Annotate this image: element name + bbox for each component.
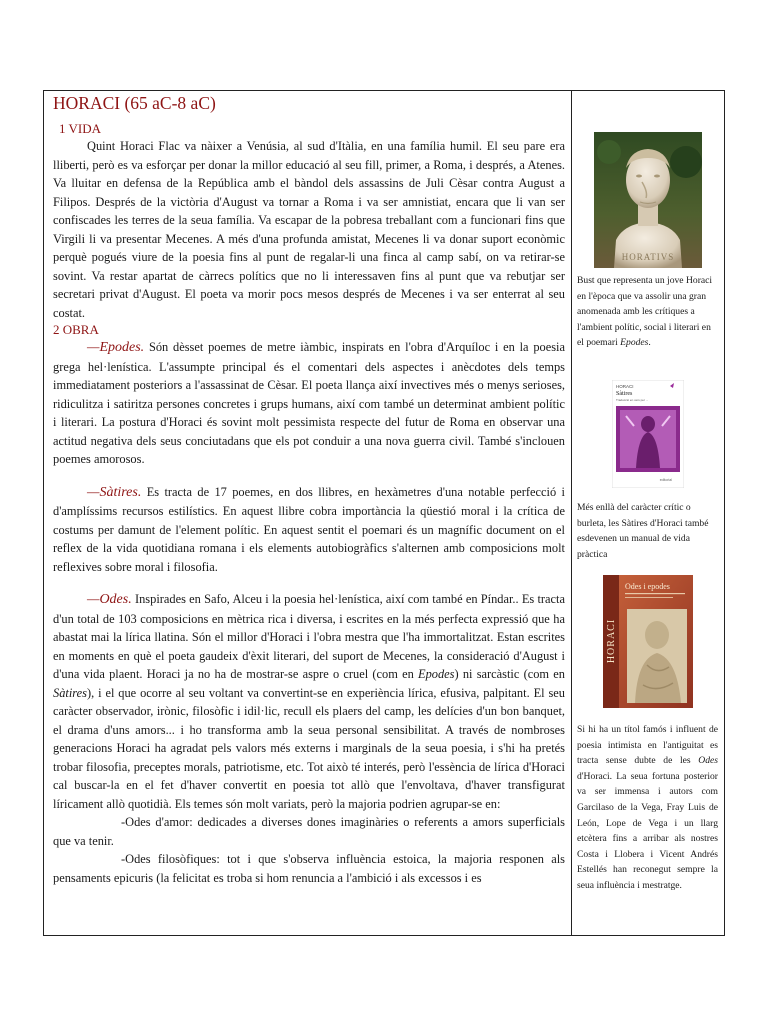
book2-spine: HORACI: [606, 618, 617, 664]
column-divider: [571, 90, 572, 936]
odes-text-b: ) ni sarcàstic (com en: [454, 667, 565, 681]
book-cover-odes: [603, 575, 693, 708]
caption-bust: [577, 273, 718, 351]
odes-text-c: ), i el que ocorre al seu voltant va convertint-se en experiència lírica, efusiva, palpitant. El seu caràcter observador, irònic, filosòfic i idil·lic, recull els plaers del camp, les delícies d'un bon banquet, el drama d'uns amors... i ho transforma amb la seua personal sensibilitat. A través de nombroses generacions Horaci ha agradat pels valors més externs i marginals de la seua poesia, i s'hi ha pretés trobar filosofia, preceptes morals, patriotisme, etc. Tot això té interés, però l'essència de lírica d'Horaci cal buscar-la en el fet d'haver convertit en poesia tot allò que l'envoltava, d'haver transfigurat líricament allò quotidià. Els temes són molt variats, però la majoria podrien agrupar-se en:: [53, 685, 565, 811]
caption-bust-text-a: Bust que representa un jove Horaci en l'època que va assolir una gran anomenada amb les crítiques a l'ambient polític, social i literari en el poemari: [577, 275, 713, 349]
book1-title: Sàtires: [616, 391, 633, 397]
caption-odes: [577, 722, 718, 894]
odes-label: —Odes.: [87, 592, 132, 607]
vida-paragraph: Quint Horaci Flac va nàixer a Venúsia, al sud d'Itàlia, en una família humil. El seu pare era lliberti, però es va esforçar per donar la millor educació al seu fill, primer, a Roma, i després, a Atenes. Va lluitar en defensa de la República amb el bàndol dels assassins de Juli Cèsar contra August a Filipos. Després de la victòria d'August va tornar a Roma i va ser amnistiat, encara que li van ser confiscades les terres de la seua família. Va escapar de la pobresa treballant com a funcionari fins que Virgili li va presentar Mecenes. A més d'una profunda amistat, Mecenes li va donar suport econòmic perquè pogués viure de la poesia fins al punt de regalar-li una finca al camp sabí, on va retirar-se sovint. Va restar apartat de càrrecs polítics que no li interessaven fins al punt que va rebutjar ser secretari privat d'August. El poeta va morir pocs mesos després de Mecenes i va ser enterrat al seu costat.: [53, 139, 565, 320]
bust-image: [594, 132, 702, 268]
caption-bust-em: Epodes: [620, 337, 649, 349]
book-cover-satires: [612, 380, 684, 488]
list-item-odes-amor: -Odes d'amor: dedicades a diverses dones imaginàries o referents a amors superficials que va tenir.: [53, 815, 565, 848]
list-item-odes-filosofiques: -Odes filosòfiques: tot i que s'observa influència estoica, la majoria responen als pensaments epicuris (la felicitat es troba si hom renuncia a l'ambició i als excessos i es: [53, 852, 565, 885]
book1-subtitle: Traducció en vers per ...: [616, 398, 649, 402]
epodes-paragraph: [53, 338, 565, 469]
caption-odes-text-a: Si hi ha un títol famós i influent de poesia intimista en l'antiguitat es tracta sense dubte de les: [577, 724, 718, 767]
book1-author: HORACI: [616, 384, 634, 389]
book2-title: Odes i epodes: [625, 582, 670, 591]
caption-odes-em: Odes: [698, 755, 718, 767]
epodes-label: —Epodes.: [87, 340, 145, 355]
odes-text-a: Inspirades en Safo, Alceu i la poesia hel·lenística, així com també en Píndar.. Es tracta d'un total de 103 composicions en mètrica rica i diversa, i escrites en la més perfecta expressió que ha abastat mai la lírica llatina. Són el millor d'Horaci i l'obra mestra que l'ha immortalitzat. Estan escrites en moments en què el poeta gaudeix d'èxit literari, del suport de Mecenes, la consideració d'August i d'una vida plaent. Horaci ja no ha de mostrar-se aspre o cruel (com en: [53, 592, 565, 681]
section-heading-obra: 2 OBRA: [53, 322, 99, 337]
satires-label: —Sàtires.: [87, 484, 142, 500]
satires-paragraph: [53, 483, 565, 577]
caption-bust-text-b: .: [648, 337, 651, 349]
satires-text: Es tracta de 17 poemes, en dos llibres, en hexàmetres d'una notable perfecció i d'amplíssims recursos estilístics. En aquest llibre cobra importància la qüestió moral i la crítica de costums per damunt de l'element polític. En aquest sentit el poemari és un magnífic document on el reflex de la vida quotidiana romana i els elements autobiogràfics s'alternen amb composicions molt reflexives sobre moral i filosofia.: [53, 484, 565, 574]
book1-publisher: editorial: [659, 478, 672, 482]
odes-em-satires: Sàtires: [53, 685, 87, 700]
bust-inscription: HORATIVS: [621, 252, 675, 262]
page-title: HORACI (65 aC-8 aC): [53, 93, 216, 113]
caption-odes-text-b: d'Horaci. La seua fortuna posterior va ser immensa i autors com Garcilaso de la Vega, Fray Luis de León, Lope de Vega i un llarg etcètera fins a arribar als nostres Costa i Llobera i Vicent Andrés Estellés han reconegut sempre la seua influència i mestratge.: [577, 770, 718, 891]
epodes-text: Són dèsset poemes de metre iàmbic, inspirats en l'obra d'Arquíloc i en la poesia grega hel·lenística. L'assumpte principal és el comentari dels aspectes i anècdotes dels temps immediatament posteriors a l'assassinat de Cèsar. El poeta llança així invectives més o menys serioses, ridiculitza i satiritza persones concretes i grups humans, així com també un determinat ambient polític i literari. La postura d'Horaci és sovint molt pessimista respecte del futur de Roma en observar una actitud negativa dels seus conciutadans que els pot conduir a una nova guerra civil. També s'inclouen poemes amorosos.: [53, 340, 565, 466]
section-heading-vida: 1 VIDA: [59, 121, 102, 136]
main-column: [53, 92, 565, 887]
odes-em-epodes: Epodes: [418, 667, 455, 681]
caption-satires: Més enllà del caràcter crític o burleta, les Sàtires d'Horaci també esdevenen un manual de vida pràctica: [577, 502, 709, 560]
odes-paragraph: [53, 590, 565, 813]
